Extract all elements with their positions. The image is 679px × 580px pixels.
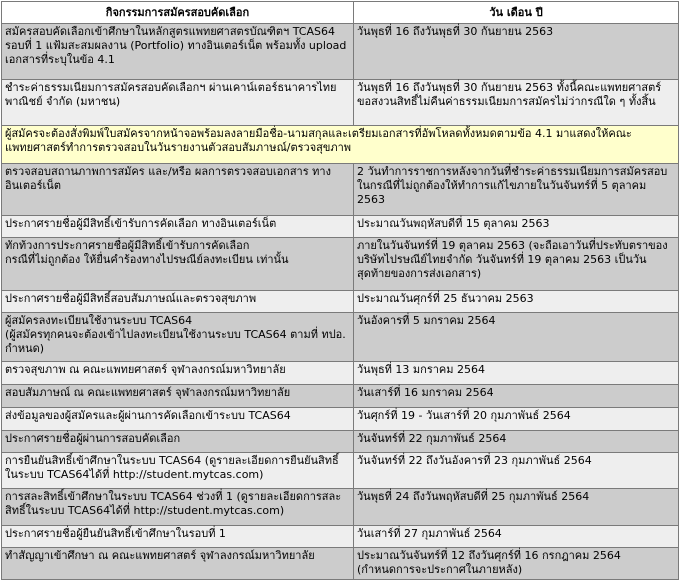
table-row bbox=[2, 526, 679, 548]
table-row bbox=[2, 548, 679, 580]
date-cell: วันเสาร์ที่ 27 กุมภาพันธ์ 2564 bbox=[354, 526, 679, 548]
activity-cell: สอบสัมภาษณ์ ณ คณะแพทยศาสตร์ จุฬาลงกรณ์มหาวิทยาลัย bbox=[2, 385, 354, 408]
schedule-table bbox=[1, 1, 679, 580]
date-cell: ประมาณวันศุกร์ที่ 25 ธันวาคม 2563 bbox=[354, 291, 679, 313]
header-row bbox=[2, 2, 679, 24]
table-row bbox=[2, 291, 679, 313]
activity-column-header: กิจกรรมการสมัครสอบคัดเลือก bbox=[2, 2, 354, 24]
table-row bbox=[2, 431, 679, 453]
date-cell: วันพุธที่ 13 มกราคม 2564 bbox=[354, 362, 679, 385]
activity-cell: ส่งข้อมูลของผู้สมัครและผู้ผ่านการคัดเลือกเข้าระบบ TCAS64 bbox=[2, 408, 354, 431]
activity-cell: ชำระค่าธรรมเนียมการสมัครสอบคัดเลือกฯ ผ่านเคาน์เตอร์ธนาคารไทยพาณิชย์ จำกัด (มหาชน) bbox=[2, 80, 354, 126]
date-cell: วันจันทร์ที่ 22 ถึงวันอังคารที่ 23 กุมภาพันธ์ 2564 bbox=[354, 453, 679, 489]
table-row bbox=[2, 313, 679, 362]
activity-cell: ประกาศรายชื่อผู้ผ่านการสอบคัดเลือก bbox=[2, 431, 354, 453]
table-row bbox=[2, 453, 679, 489]
date-cell: วันจันทร์ที่ 22 กุมภาพันธ์ 2564 bbox=[354, 431, 679, 453]
table-row bbox=[2, 489, 679, 526]
table-row bbox=[2, 24, 679, 80]
activity-cell: ทำสัญญาเข้าศึกษา ณ คณะแพทยศาสตร์ จุฬาลงกรณ์มหาวิทยาลัย bbox=[2, 548, 354, 580]
activity-cell: ตรวจสุขภาพ ณ คณะแพทยศาสตร์ จุฬาลงกรณ์มหาวิทยาลัย bbox=[2, 362, 354, 385]
activity-cell: ทักท้วงการประกาศรายชื่อผู้มีสิทธิ์เข้ารับการคัดเลือก กรณีที่ไม่ถูกต้อง ให้ยื่นคำร้องทางไปรษณีย์ลงทะเบียน เท่านั้น bbox=[2, 238, 354, 291]
date-cell: ประมาณวันจันทร์ที่ 12 ถึงวันศุกร์ที่ 16 กรกฎาคม 2564 (กำหนดการจะประกาศในภายหลัง) bbox=[354, 548, 679, 580]
date-cell: วันศุกร์ที่ 19 - วันเสาร์ที่ 20 กุมภาพันธ์ 2564 bbox=[354, 408, 679, 431]
date-cell: วันอังคารที่ 5 มกราคม 2564 bbox=[354, 313, 679, 362]
table-row bbox=[2, 238, 679, 291]
date-cell: วันพุธที่ 24 ถึงวันพฤหัสบดีที่ 25 กุมภาพันธ์ 2564 bbox=[354, 489, 679, 526]
date-cell: 2 วันทำการราชการหลังจากวันที่ชำระค่าธรรมเนียมการสมัครสอบ ในกรณีที่ไม่ถูกต้องให้ทำการแก้ไขภายในวันจันทร์ที่ 5 ตุลาคม 2563 bbox=[354, 164, 679, 216]
activity-cell: ประกาศรายชื่อผู้มีสิทธิ์สอบสัมภาษณ์และตรวจสุขภาพ bbox=[2, 291, 354, 313]
activity-cell: ผู้สมัครลงทะเบียนใช้งานระบบ TCAS64 (ผู้สมัครทุกคนจะต้องเข้าไปลงทะเบียนใช้งานระบบ TCAS64 ตามที่ ทปอ. กำหนด) bbox=[2, 313, 354, 362]
activity-cell: การยืนยันสิทธิ์เข้าศึกษาในระบบ TCAS64 (ดูรายละเอียดการยืนยันสิทธิ์ในระบบ TCAS64ได้ที่ http://student.mytcas.com) bbox=[2, 453, 354, 489]
date-column-header: วัน เดือน ปี bbox=[354, 2, 679, 24]
notice-cell: ผู้สมัครจะต้องสั่งพิมพ์ใบสมัครจากหน้าจอพร้อมลงลายมือชื่อ-นามสกุลและเตรียมเอกสารที่อัพโหลดทั้งหมดตามข้อ 4.1 มาแสดงให้คณะแพทยศาสตร์ทำการตรวจสอบในวันรายงานตัวสอบสัมภาษณ์/ตรวจสุขภาพ bbox=[2, 126, 679, 164]
table-row bbox=[2, 80, 679, 126]
activity-cell: สมัครสอบคัดเลือกเข้าศึกษาในหลักสูตรแพทยศาสตรบัณฑิตฯ TCAS64 รอบที่ 1 แฟ้มสะสมผลงาน (Portfolio) ทางอินเตอร์เน็ต พร้อมทั้ง upload เอกสารที่ระบุในข้อ 4.1 bbox=[2, 24, 354, 80]
date-cell: ภายในวันจันทร์ที่ 19 ตุลาคม 2563 (จะถือเอาวันที่ประทับตราของบริษัทไปรษณีย์ไทยจำกัด วันจันทร์ที่ 19 ตุลาคม 2563 เป็นวันสุดท้ายของการส่งเอกสาร) bbox=[354, 238, 679, 291]
date-cell: ประมาณวันพฤหัสบดีที่ 15 ตุลาคม 2563 bbox=[354, 216, 679, 238]
activity-cell: ตรวจสอบสถานภาพการสมัคร และ/หรือ ผลการตรวจสอบเอกสาร ทางอินเตอร์เน็ต bbox=[2, 164, 354, 216]
notice-row bbox=[2, 126, 679, 164]
date-cell: วันเสาร์ที่ 16 มกราคม 2564 bbox=[354, 385, 679, 408]
date-cell: วันพุธที่ 16 ถึงวันพุธที่ 30 กันยายน 2563 bbox=[354, 24, 679, 80]
table-row bbox=[2, 385, 679, 408]
table-row bbox=[2, 362, 679, 385]
activity-cell: การสละสิทธิ์เข้าศึกษาในระบบ TCAS64 ช่วงที่ 1 (ดูรายละเอียดการสละสิทธิ์ในระบบ TCAS64ได้ที่ http://student.mytcas.com) bbox=[2, 489, 354, 526]
activity-cell: ประกาศรายชื่อผู้มีสิทธิ์เข้ารับการคัดเลือก ทางอินเตอร์เน็ต bbox=[2, 216, 354, 238]
table-row bbox=[2, 408, 679, 431]
date-cell: วันพุธที่ 16 ถึงวันพุธที่ 30 กันยายน 2563 ทั้งนี้คณะแพทยศาสตร์ขอสงวนสิทธิ์ไม่คืนค่าธรรมเนียมการสมัครไม่ว่ากรณีใด ๆ ทั้งสิ้น bbox=[354, 80, 679, 126]
activity-cell: ประกาศรายชื่อผู้ยืนยันสิทธิ์เข้าศึกษาในรอบที่ 1 bbox=[2, 526, 354, 548]
table-row bbox=[2, 216, 679, 238]
table-row bbox=[2, 164, 679, 216]
